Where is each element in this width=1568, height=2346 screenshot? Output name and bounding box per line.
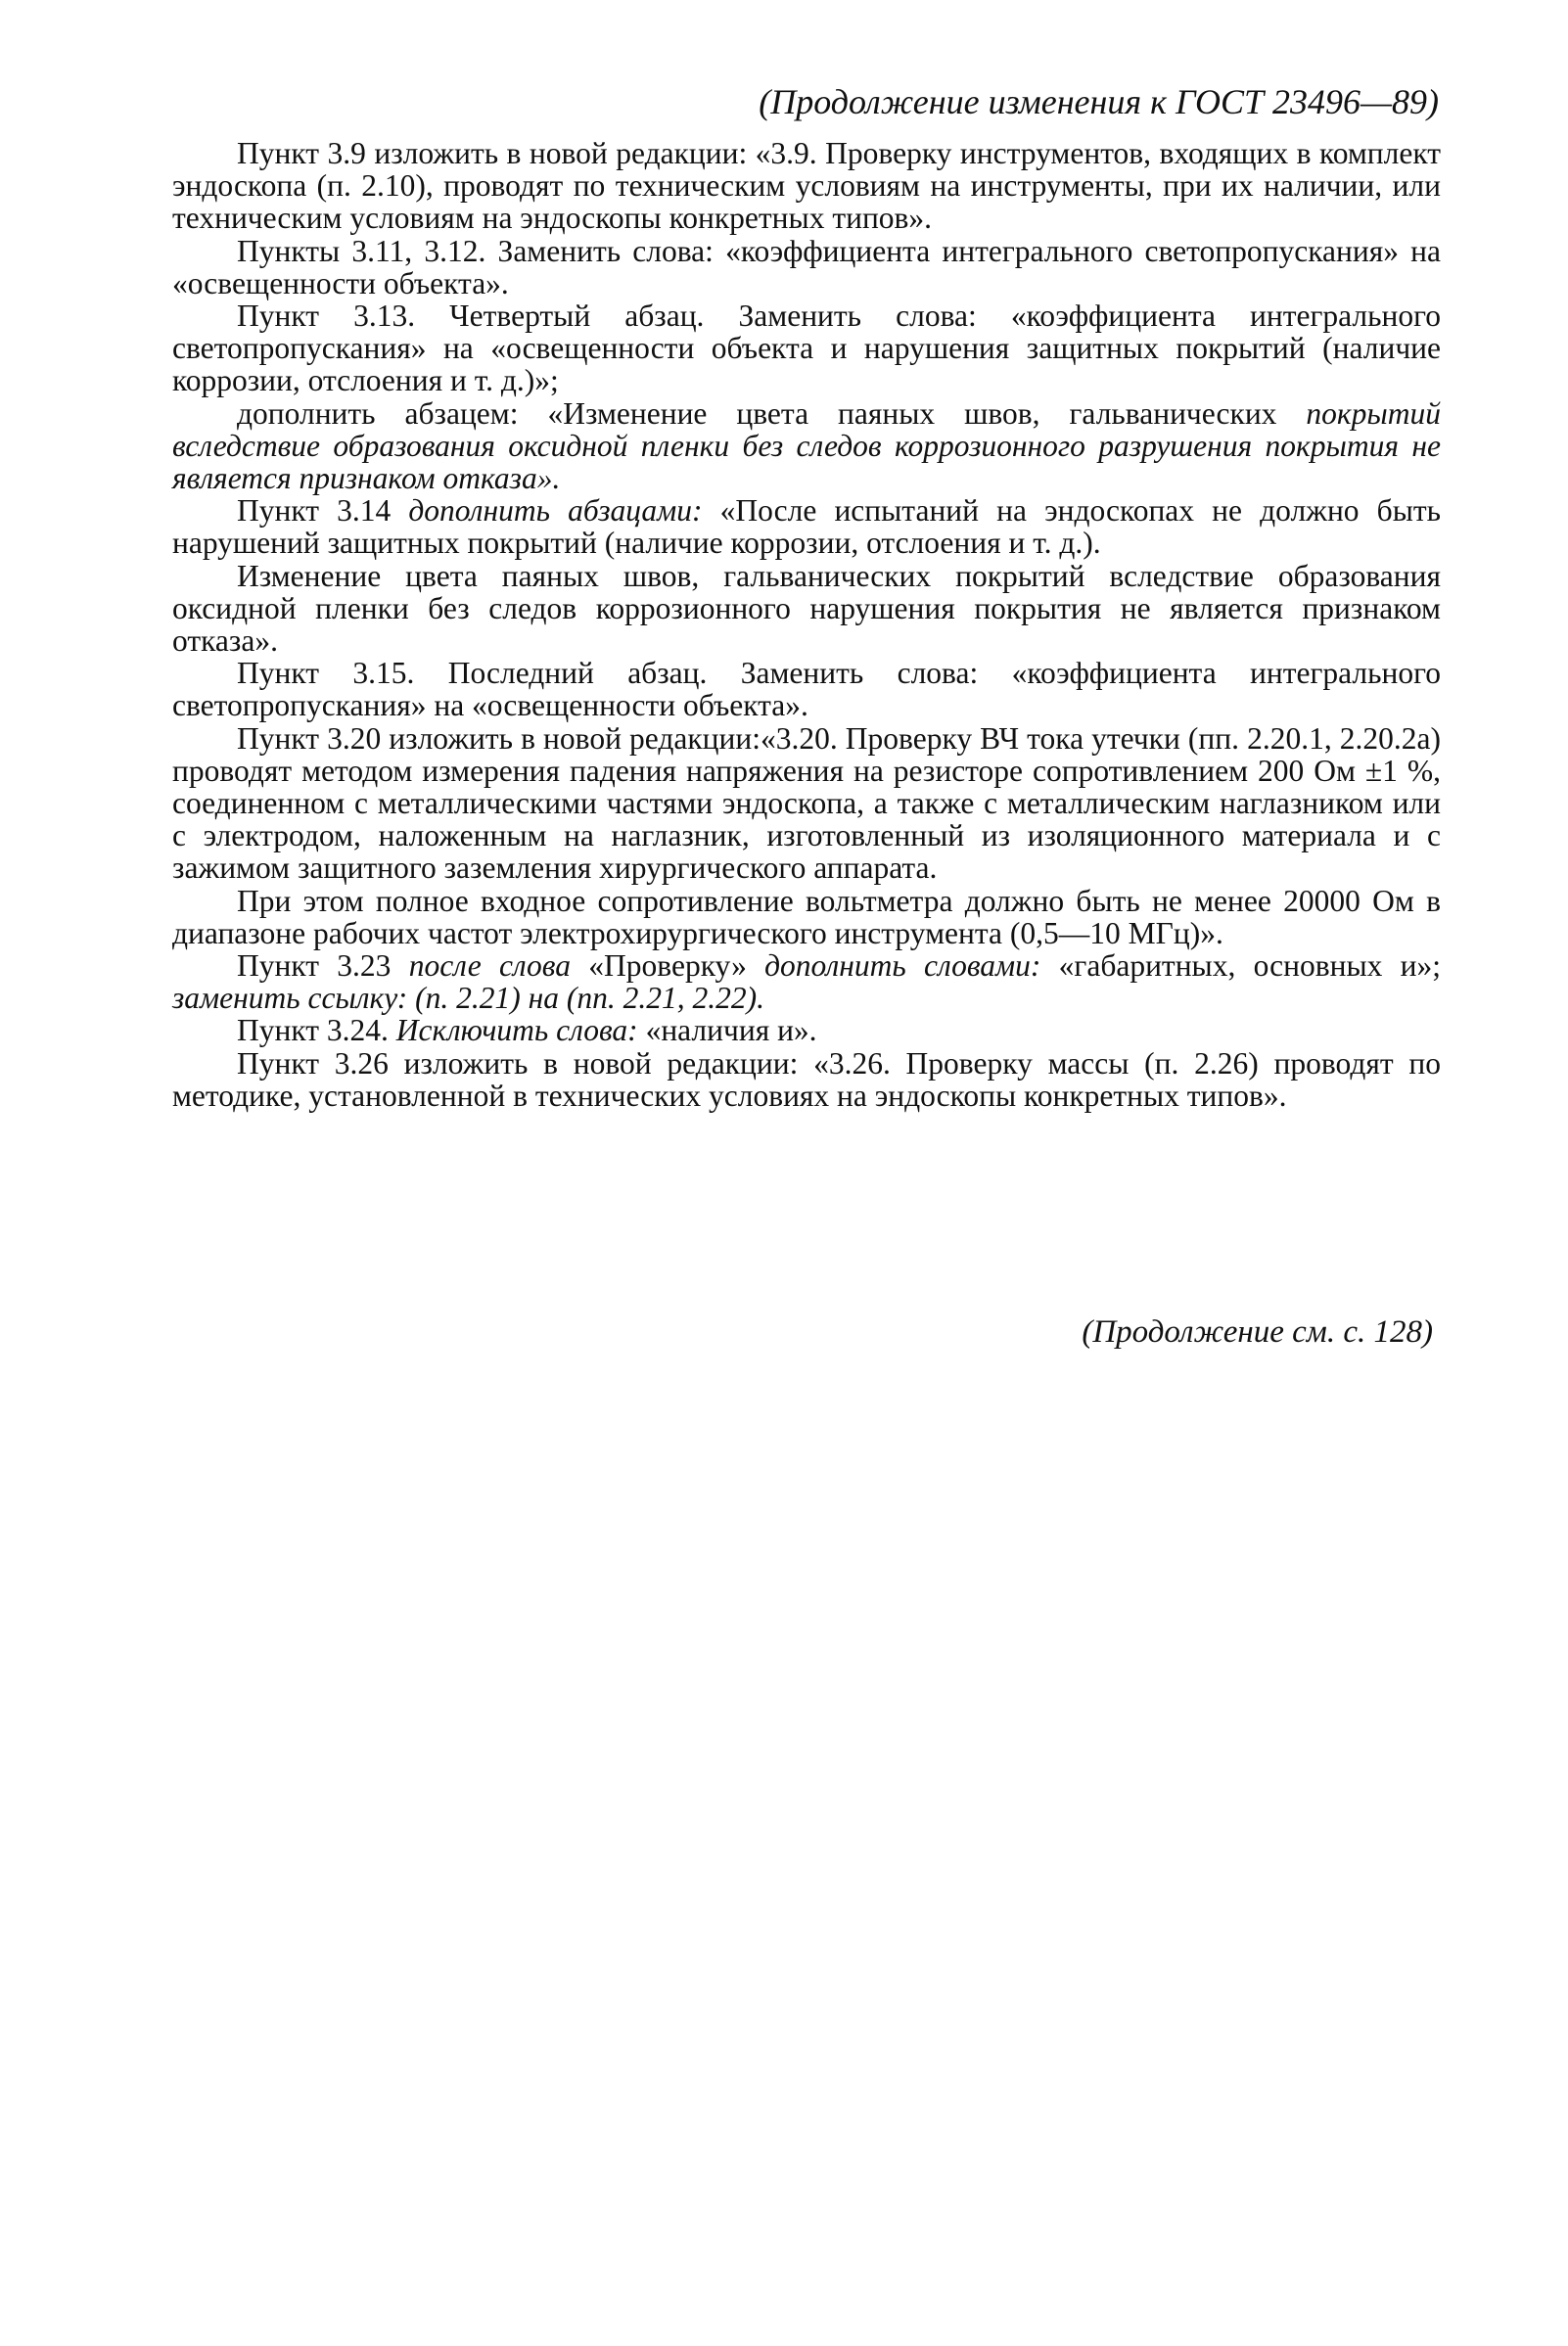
paragraph bbox=[172, 494, 1441, 559]
paragraph-text: При этом полное входное сопротивление вольтметра должно быть не менее 20000 Ом в диапазоне рабочих частот электрохирургического инструмента (0,5—10 МГц)». bbox=[172, 883, 1441, 950]
paragraph bbox=[172, 657, 1441, 721]
paragraph-text: «габаритных, основных и»; bbox=[1040, 948, 1442, 984]
paragraph-italic-text: после слова bbox=[408, 948, 571, 984]
paragraph bbox=[172, 722, 1441, 885]
paragraph-text: дополнить абзацем: «Изменение цвета паяных швов, гальванических bbox=[237, 395, 1307, 431]
paragraph-italic-text: заменить ссылку: (п. 2.21) на (пп. 2.21, 2.22). bbox=[172, 981, 764, 1016]
paragraph-text: Пункт 3.13. Четвертый абзац. Заменить слова: «коэффициента интегрального светопропускания» на «освещенности объекта и нарушения защитных покрытий (наличие коррозии, отслоения и т. д.)»; bbox=[172, 299, 1441, 398]
paragraph-text: Пункт 3.23 bbox=[237, 948, 409, 984]
paragraph bbox=[172, 137, 1441, 235]
paragraph-italic-text: покрытий вследствие образования оксидной пленки без следов коррозионного разрушения покрытия не является признаком отказа». bbox=[172, 395, 1441, 496]
paragraph-text: Изменение цвета паяных швов, гальванических покрытий вследствие образования оксидной пленки без следов коррозионного нарушения покрытия не является признаком отказа». bbox=[172, 558, 1441, 659]
paragraph bbox=[172, 235, 1441, 299]
paragraph bbox=[172, 299, 1441, 397]
continuation-header: (Продолжение изменения к ГОСТ 23496—89) bbox=[759, 82, 1439, 121]
paragraph bbox=[172, 885, 1441, 949]
paragraph bbox=[172, 1014, 1441, 1046]
paragraph bbox=[172, 560, 1441, 658]
paragraph-text: «Проверку» bbox=[571, 948, 765, 984]
paragraph-text: Пункт 3.26 изложить в новой редакции: «3.26. Проверку массы (п. 2.26) проводят по методике, установленной в технических условиях на эндоскопы конкретных типов». bbox=[172, 1045, 1441, 1113]
paragraph-italic-text: дополнить абзацами: bbox=[408, 493, 703, 529]
paragraph-text: Пункт 3.14 bbox=[237, 493, 409, 529]
paragraph-italic-text: дополнить словами: bbox=[764, 948, 1041, 984]
paragraph-italic-text: Исключить слова: bbox=[395, 1013, 638, 1048]
document-body bbox=[172, 137, 1441, 1112]
continuation-footer: (Продолжение см. с. 128) bbox=[1082, 1314, 1433, 1350]
paragraph bbox=[172, 949, 1441, 1014]
paragraph-text: Пункт 3.24. bbox=[237, 1013, 396, 1048]
paragraph-text: «наличия и». bbox=[637, 1013, 817, 1048]
paragraph-text: Пункт 3.20 изложить в новой редакции:«3.20. Проверку ВЧ тока утечки (пп. 2.20.1, 2.20.2а) проводят методом измерения падения напряжения на резисторе сопротивлением 200 Ом ±1 %, соединенном с металлическими частями эндоскопа, а также с металлическим наглазником или с электродом, наложенным на наглазник, изготовленный из изоляционного материала и с зажимом защитного заземления хирургического аппарата. bbox=[172, 720, 1441, 886]
paragraph-text: Пункт 3.9 изложить в новой редакции: «3.9. Проверку инструментов, входящих в комплект эндоскопа (п. 2.10), проводят по техническим условиям на инструменты, при их наличии, или техническим условиям на эндоскопы конкретных типов». bbox=[172, 136, 1441, 236]
paragraph-text: «После испытаний на эндоскопах не должно быть нарушений защитных покрытий (наличие коррозии, отслоения и т. д.). bbox=[172, 493, 1441, 561]
paragraph bbox=[172, 1047, 1441, 1112]
paragraph-text: Пункт 3.15. Последний абзац. Заменить слова: «коэффициента интегрального светопропускания» на «освещенности объекта». bbox=[172, 656, 1441, 723]
paragraph-text: Пункты 3.11, 3.12. Заменить слова: «коэффициента интегрального светопропускания» на «освещенности объекта». bbox=[172, 233, 1441, 300]
paragraph bbox=[172, 397, 1441, 495]
